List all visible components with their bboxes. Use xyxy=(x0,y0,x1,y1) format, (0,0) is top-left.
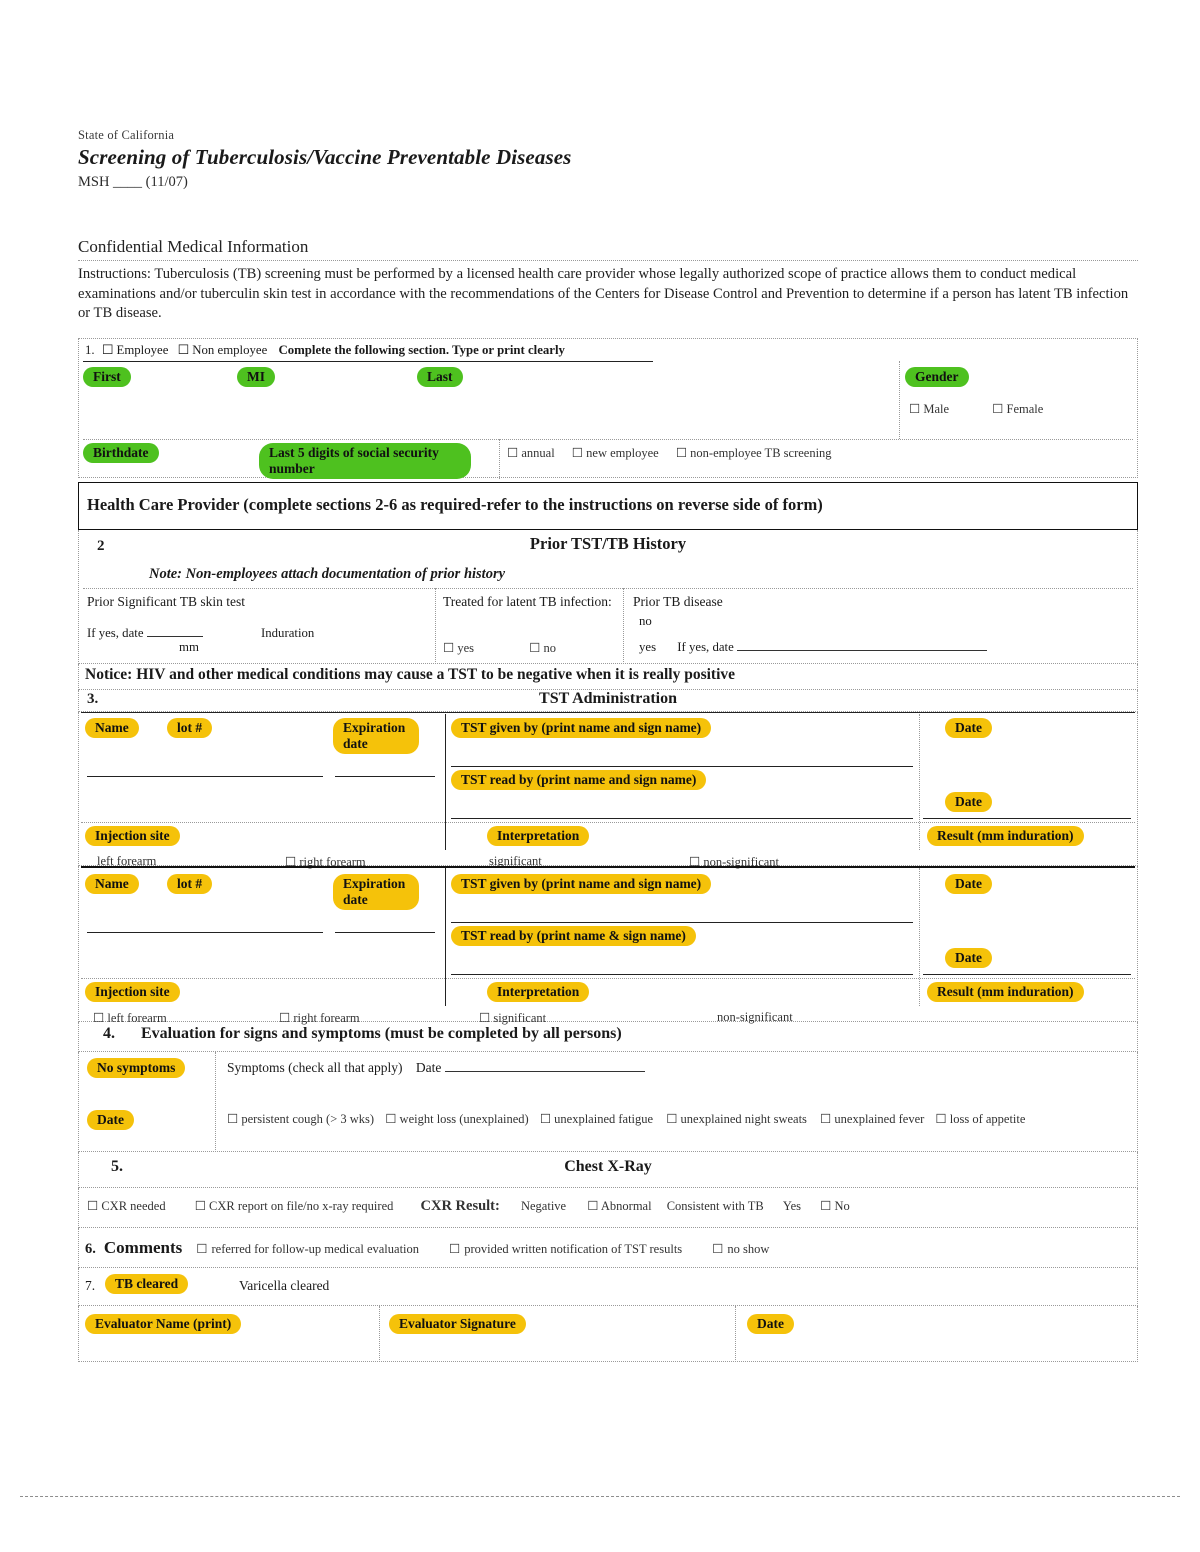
tst1-name-line[interactable] xyxy=(87,776,323,777)
section-6-row[interactable] xyxy=(85,1238,769,1258)
section-1-header-rule xyxy=(83,361,653,362)
tst1-date-field[interactable] xyxy=(945,718,992,738)
tst1-date-line[interactable] xyxy=(923,818,1131,819)
signature-divider-1 xyxy=(379,1306,380,1362)
tst1-injection-site-field[interactable] xyxy=(85,826,180,846)
tst1-nonsignificant-label: non-significant xyxy=(703,855,780,870)
first-name-field[interactable] xyxy=(83,367,131,387)
tst2-left-forearm-checkbox[interactable]: ☐ xyxy=(93,1011,105,1026)
section-6-title: Comments xyxy=(103,1238,183,1258)
prior-tb-yes-row[interactable] xyxy=(639,640,987,655)
tst2-given-by-label: TST given by (print name and sign name) xyxy=(451,874,711,894)
tst2-result-label: Result (mm induration) xyxy=(927,982,1084,1002)
tst2-interpretation-label: Interpretation xyxy=(487,982,589,1002)
tst1-given-by-label: TST given by (print name and sign name) xyxy=(451,718,711,738)
tst2-right-forearm-checkbox[interactable]: ☐ xyxy=(279,1011,291,1026)
section-4-divider xyxy=(215,1052,216,1152)
cxr-yes-label: Yes xyxy=(782,1199,802,1214)
symptom-label-3: unexplained night sweats xyxy=(680,1112,807,1127)
evaluator-name-label: Evaluator Name (print) xyxy=(85,1314,241,1334)
provided-label: provided written notification of TST results xyxy=(464,1242,683,1257)
symptom-checkbox-5[interactable]: ☐ xyxy=(935,1112,947,1127)
provider-heading: Health Care Provider (complete sections 2-6 as required-refer to the instructions on reverse side of form) xyxy=(87,495,823,515)
symptoms-date-label: Date xyxy=(415,1060,442,1076)
tst2-expiration-field[interactable] xyxy=(333,874,419,910)
form-title: Screening of Tuberculosis/Vaccine Preventable Diseases xyxy=(78,145,572,169)
tst1-interpretation-field[interactable] xyxy=(487,826,589,846)
gender-field[interactable] xyxy=(905,367,969,387)
confidential-heading: Confidential Medical Information xyxy=(78,237,309,256)
section-3-title: TST Administration xyxy=(539,690,677,708)
employee-checkbox[interactable]: ☐ xyxy=(101,343,114,358)
form-code: MSH ____ (11/07) xyxy=(78,174,188,190)
evaluator-date-field[interactable] xyxy=(747,1314,794,1334)
evaluator-date-label: Date xyxy=(747,1314,794,1334)
cxr-needed-label: CXR needed xyxy=(101,1199,166,1214)
gender-label: Gender xyxy=(905,367,969,387)
treated-latent-options[interactable] xyxy=(443,640,556,656)
footer-divider xyxy=(20,1496,1180,1497)
signature-row xyxy=(78,1306,1138,1362)
tst2-read-by-label: TST read by (print name & sign name) xyxy=(451,926,696,946)
section-6-body xyxy=(78,1228,1138,1268)
cxr-no-label: No xyxy=(834,1199,850,1214)
treated-latent-label: Treated for latent TB infection: xyxy=(443,594,612,610)
section-2-title: Prior TST/TB History xyxy=(529,534,687,554)
tst1-name-field[interactable] xyxy=(85,718,139,738)
form-sheet xyxy=(78,128,1138,1362)
evaluator-signature-field[interactable] xyxy=(389,1314,526,1334)
treated-yes-label: yes xyxy=(457,641,475,656)
female-checkbox[interactable]: ☐ xyxy=(992,402,1004,417)
evaluator-name-field[interactable] xyxy=(85,1314,241,1334)
tst1-right-forearm-label: right forearm xyxy=(299,855,366,870)
tst2-injection-site-label: Injection site xyxy=(85,982,180,1002)
symptom-label-0: persistent cough (> 3 wks) xyxy=(241,1112,375,1127)
tst1-vdiv-2 xyxy=(919,714,920,850)
section-4-body xyxy=(78,1052,1138,1152)
tst2-interpretation-field[interactable] xyxy=(487,982,589,1002)
tst2-lot-label: lot # xyxy=(167,874,212,894)
birthdate-field[interactable] xyxy=(83,443,159,463)
prior-mm-label: mm xyxy=(179,640,199,655)
section-1-header-row xyxy=(85,343,565,358)
symptom-checkbox-1[interactable]: ☐ xyxy=(385,1112,397,1127)
symptom-checkbox-4[interactable]: ☐ xyxy=(820,1112,832,1127)
gender-divider xyxy=(899,361,900,439)
tst2-injection-site-field[interactable] xyxy=(85,982,180,1002)
tst2-read-line[interactable] xyxy=(451,974,913,975)
section-1-nonemployee-label: Non employee xyxy=(192,343,268,358)
no-symptoms-date-label: Date xyxy=(87,1110,134,1130)
symptom-label-5: loss of appetite xyxy=(949,1112,1026,1127)
varicella-cleared-label: Varicella cleared xyxy=(239,1278,330,1294)
section-1-instruction: Complete the following section. Type or print clearly xyxy=(278,343,565,358)
tst2-expiration-label: Expiration date xyxy=(333,874,419,910)
symptom-label-1: weight loss (unexplained) xyxy=(399,1112,529,1127)
treated-no-checkbox[interactable]: ☐ xyxy=(529,641,541,656)
tst2-left-forearm-label: left forearm xyxy=(107,1011,167,1026)
tst2-result-field[interactable] xyxy=(927,982,1084,1002)
tb-cleared-label: TB cleared xyxy=(105,1274,188,1294)
symptom-checkbox-2[interactable]: ☐ xyxy=(539,1112,552,1127)
tst1-mid-rule xyxy=(81,822,1135,823)
symptom-label-2: unexplained fatigue xyxy=(554,1112,654,1127)
no-show-checkbox[interactable]: ☐ xyxy=(712,1242,724,1257)
ssn-label: Last 5 digits of social security number xyxy=(259,443,471,479)
tst1-right-forearm-checkbox[interactable]: ☐ xyxy=(285,855,297,870)
tst2-significant-label: significant xyxy=(493,1011,547,1026)
tst2-top-rule xyxy=(81,866,1135,868)
notice-text: Notice: HIV and other medical conditions may cause a TST to be negative when it is really positive xyxy=(85,666,736,684)
prior-skin-test-date[interactable] xyxy=(87,626,203,641)
tst2-exp-line[interactable] xyxy=(335,932,435,933)
new-employee-checkbox[interactable]: ☐ xyxy=(571,446,584,461)
tst1-lot-field[interactable] xyxy=(167,718,212,738)
non-employee-checkbox[interactable]: ☐ xyxy=(177,343,190,358)
tst1-date2-field[interactable] xyxy=(945,792,992,812)
section-5-title: Chest X-Ray xyxy=(564,1158,652,1176)
section-6-number: 6. xyxy=(85,1241,96,1258)
tst1-result-field[interactable] xyxy=(927,826,1084,846)
prior-tb-yes-label: yes xyxy=(639,640,657,655)
tst2-nonsignificant-label: non-significant xyxy=(717,1010,793,1025)
section-1-mid-rule xyxy=(83,439,1133,440)
mi-field[interactable] xyxy=(237,367,275,387)
first-name-label: First xyxy=(83,367,131,387)
cxr-report-checkbox[interactable]: ☐ xyxy=(194,1199,206,1214)
tst1-injection-site-label: Injection site xyxy=(85,826,180,846)
section-3-header xyxy=(78,690,1138,712)
last-name-field[interactable] xyxy=(417,367,463,387)
section-5-body xyxy=(78,1188,1138,1228)
section-2-container xyxy=(78,530,1138,664)
signature-divider-2 xyxy=(735,1306,736,1362)
instructions-text: Instructions: Tuberculosis (TB) screening must be performed by a licensed health care provider whose legally authorized scope of practice allows them to conduct medical examinations and/or tuberculin skin test in accordance with the recommendations of the Centers for Disease Control and Prevention to determine if a person has latent TB infection or TB disease. xyxy=(78,260,1138,324)
tst1-exp-line[interactable] xyxy=(335,776,435,777)
cxr-abnormal-checkbox[interactable]: ☐ xyxy=(587,1199,599,1214)
section-1-employee-label: Employee xyxy=(116,343,169,358)
symptoms-label: Symptoms (check all that apply) xyxy=(227,1060,403,1076)
treated-yes-checkbox[interactable]: ☐ xyxy=(443,641,455,656)
provider-heading-box xyxy=(78,482,1138,530)
cxr-result-label: CXR Result: xyxy=(420,1198,500,1215)
state-label: State of California xyxy=(78,128,175,142)
symptoms-options[interactable] xyxy=(227,1110,1127,1128)
tst2-name-line[interactable] xyxy=(87,932,323,933)
tst2-date-line[interactable] xyxy=(923,974,1131,975)
referred-label: referred for follow-up medical evaluation xyxy=(211,1242,420,1257)
male-checkbox[interactable]: ☐ xyxy=(909,402,921,417)
tst1-nonsignificant-checkbox[interactable]: ☐ xyxy=(689,855,701,870)
tst1-given-line[interactable] xyxy=(451,766,913,767)
annual-label: annual xyxy=(521,446,555,461)
tst1-date-label: Date xyxy=(945,718,992,738)
no-show-label: no show xyxy=(727,1242,770,1257)
tb-cleared-field[interactable] xyxy=(105,1274,188,1294)
prior-skin-test-label: Prior Significant TB skin test xyxy=(87,594,245,610)
evaluator-signature-label: Evaluator Signature xyxy=(389,1314,526,1334)
tst2-date-field[interactable] xyxy=(945,874,992,894)
female-label: Female xyxy=(1006,402,1044,417)
gender-options[interactable] xyxy=(909,401,1043,417)
tst1-lot-label: lot # xyxy=(167,718,212,738)
section-5-header xyxy=(78,1152,1138,1188)
section-4-number: 4. xyxy=(103,1025,115,1043)
no-symptoms-label: No symptoms xyxy=(87,1058,185,1078)
tst2-read-by-field[interactable] xyxy=(451,926,696,946)
screening-type-options[interactable] xyxy=(507,445,832,461)
section-2-divider-2 xyxy=(623,588,624,664)
tst2-significant-checkbox[interactable]: ☐ xyxy=(479,1011,491,1026)
tst1-significant-label: significant xyxy=(489,854,542,869)
section-1-number: 1. xyxy=(85,343,95,358)
section-1-container xyxy=(78,338,1138,478)
last-name-label: Last xyxy=(417,367,463,387)
section-2-number: 2 xyxy=(97,538,105,555)
tst1-top-rule xyxy=(81,712,1135,713)
tst1-read-by-field[interactable] xyxy=(451,770,706,790)
tst1-left-forearm-label: left forearm xyxy=(97,854,157,869)
birthdate-label: Birthdate xyxy=(83,443,159,463)
treated-no-label: no xyxy=(543,641,556,656)
section-7-cleared-row xyxy=(78,1268,1138,1306)
cxr-consistent-label: Consistent with TB xyxy=(666,1199,764,1214)
section-2-rule xyxy=(83,588,1133,589)
tst1-given-by-field[interactable] xyxy=(451,718,711,738)
screening-divider xyxy=(499,439,500,479)
referred-checkbox[interactable]: ☐ xyxy=(196,1242,208,1257)
no-symptoms-field[interactable] xyxy=(87,1058,185,1078)
tst2-date2-label: Date xyxy=(945,948,992,968)
mi-label: MI xyxy=(237,367,275,387)
cxr-abnormal-label: Abnormal xyxy=(600,1199,652,1214)
tst1-interpretation-label: Interpretation xyxy=(487,826,589,846)
tst2-name-label: Name xyxy=(85,874,139,894)
tst2-vdiv-2 xyxy=(919,868,920,1006)
tst2-name-field[interactable] xyxy=(85,874,139,894)
symptom-checkbox-3[interactable]: ☐ xyxy=(666,1112,678,1127)
prior-tb-no-label: no xyxy=(639,614,652,629)
annual-checkbox[interactable]: ☐ xyxy=(507,446,519,461)
cxr-no-checkbox[interactable]: ☐ xyxy=(820,1199,832,1214)
tst1-date2-label: Date xyxy=(945,792,992,812)
prior-tb-disease-label: Prior TB disease xyxy=(633,594,723,610)
tst1-result-label: Result (mm induration) xyxy=(927,826,1084,846)
male-label: Male xyxy=(923,402,950,417)
ssn-field[interactable] xyxy=(259,443,471,479)
tst2-mid-rule xyxy=(81,978,1135,979)
cxr-negative-label: Negative xyxy=(520,1199,567,1214)
section-2-divider-1 xyxy=(435,588,436,664)
tst1-read-by-label: TST read by (print name and sign name) xyxy=(451,770,706,790)
prior-tb-yesdate-label: If yes, date xyxy=(677,640,734,655)
tst1-expiration-field[interactable] xyxy=(333,718,419,754)
section-3-number: 3. xyxy=(87,691,99,708)
symptom-label-4: unexplained fever xyxy=(834,1112,925,1127)
non-employee-screening-checkbox[interactable]: ☐ xyxy=(675,446,688,461)
provided-checkbox[interactable]: ☐ xyxy=(449,1242,461,1257)
tst2-lot-field[interactable] xyxy=(167,874,212,894)
notice-box xyxy=(78,664,1138,690)
tst2-right-forearm-label: right forearm xyxy=(293,1011,360,1026)
non-employee-screening-label: non-employee TB screening xyxy=(690,446,832,461)
tst1-vdiv-1 xyxy=(445,714,446,850)
cxr-report-label: CXR report on file/no x-ray required xyxy=(209,1199,394,1214)
section-2-note: Note: Non-employees attach documentation of prior history xyxy=(149,566,506,583)
section-4-title: Evaluation for signs and symptoms (must be completed by all persons) xyxy=(141,1025,622,1043)
tst1-expiration-label: Expiration date xyxy=(333,718,419,754)
tst1-read-line[interactable] xyxy=(451,818,913,819)
tst2-vdiv-1 xyxy=(445,868,446,1006)
no-symptoms-date-field[interactable] xyxy=(87,1110,134,1130)
cxr-options[interactable] xyxy=(87,1198,850,1215)
symptoms-check-row[interactable] xyxy=(227,1060,645,1076)
section-5-number: 5. xyxy=(111,1158,123,1176)
tst2-given-by-field[interactable] xyxy=(451,874,711,894)
prior-date-label: If yes, date xyxy=(87,626,144,641)
tst2-given-line[interactable] xyxy=(451,922,913,923)
section-4-header xyxy=(78,1022,1138,1052)
tst-block-1 xyxy=(78,712,1138,870)
prior-induration-label: Induration xyxy=(261,626,315,641)
new-employee-label: new employee xyxy=(586,446,659,461)
tst2-date2-field[interactable] xyxy=(945,948,992,968)
cxr-needed-checkbox[interactable]: ☐ xyxy=(87,1199,99,1214)
tst-block-2 xyxy=(78,866,1138,1026)
tst1-name-label: Name xyxy=(85,718,139,738)
symptom-checkbox-0[interactable]: ☐ xyxy=(227,1112,239,1127)
section-7-number: 7. xyxy=(85,1278,96,1294)
tst2-date-label: Date xyxy=(945,874,992,894)
